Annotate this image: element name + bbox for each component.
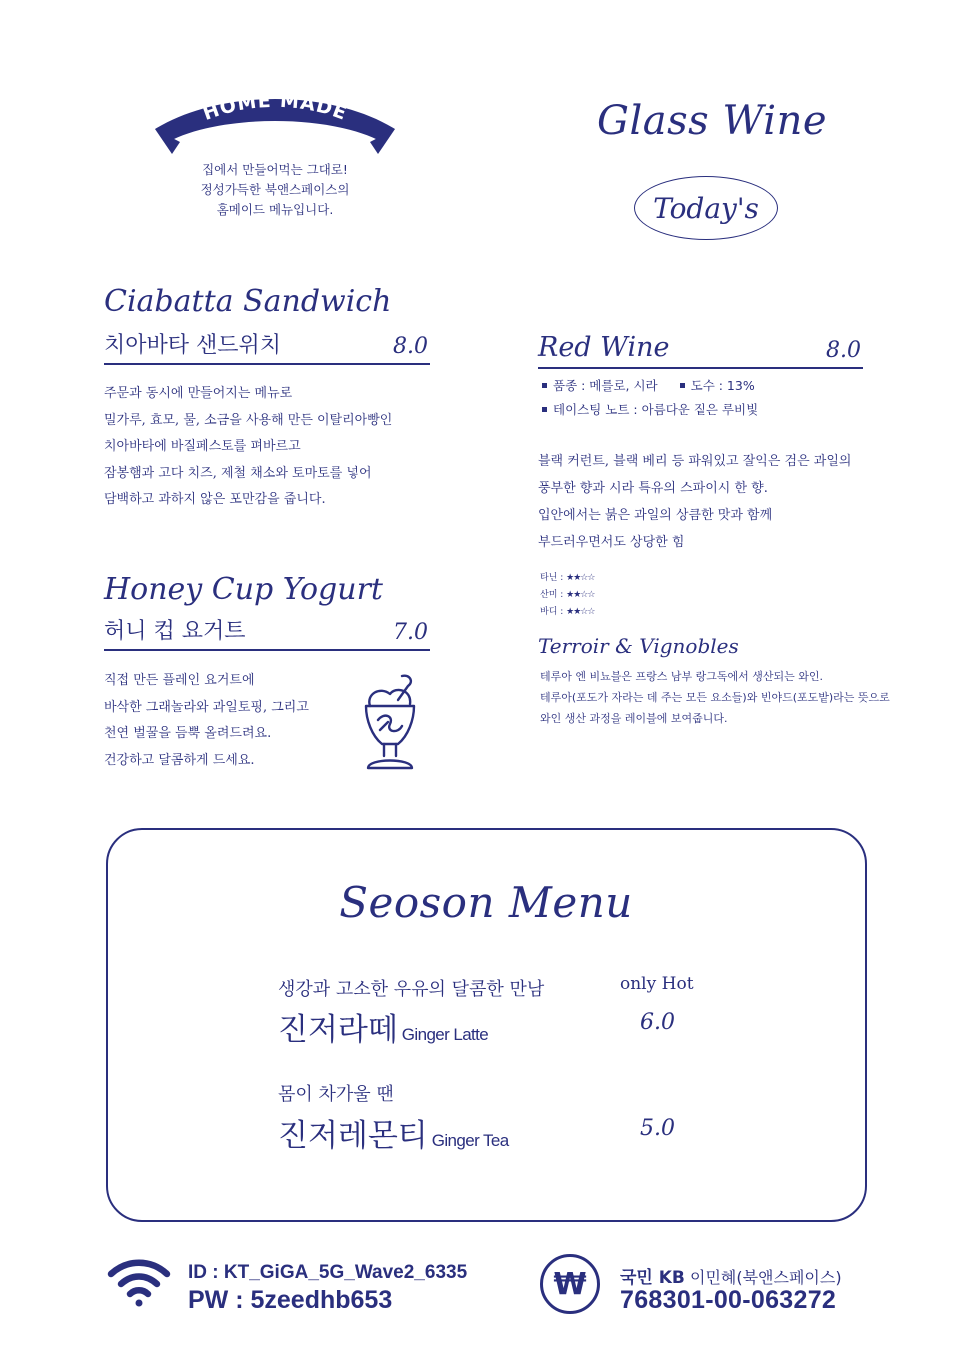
ciabatta-description — [104, 381, 444, 514]
banner-line: 정성가득한 북앤스페이스의 — [200, 182, 350, 197]
banner-line: 집에서 만들어먹는 그대로! — [202, 162, 348, 177]
ciabatta-row — [104, 328, 430, 365]
abv-text: 도수 : 13% — [690, 378, 755, 393]
account-number: 768301-00-063272 — [620, 1286, 837, 1314]
desc-line: 밀가루, 효모, 물, 소금을 사용해 만든 이탈리아빵인 — [104, 412, 393, 428]
banner-label: HOME MADE — [199, 89, 351, 125]
rating-stars: ★★☆☆ — [566, 607, 595, 617]
red-wine-description — [538, 448, 898, 556]
desc-line: 블랙 커런트, 블랙 베리 등 파워있고 잘익은 검은 과일의 — [538, 454, 852, 469]
yogurt-title: Honey Cup Yogurt — [104, 572, 383, 607]
yogurt-korean-name: 허니 컵 요거트 — [104, 619, 246, 644]
rating-label: 산미 : — [540, 590, 567, 600]
wifi-icon — [106, 1256, 172, 1310]
wifi-id: ID : KT_GiGA_5G_Wave2_6335 — [188, 1262, 468, 1283]
only-hot-label: only Hot — [620, 974, 694, 994]
todays-badge: Today's — [634, 176, 778, 240]
rating-label: 바디 : — [540, 607, 567, 617]
rating-label: 타닌 : — [540, 573, 567, 583]
rating-stars: ★★☆☆ — [566, 573, 595, 583]
desc-line: 와인 생산 과정을 레이블에 보여줍니다. — [540, 712, 728, 725]
desc-line: 치아바타에 바질페스토를 펴바르고 — [104, 439, 301, 454]
ginger-tea-price: 5.0 — [640, 1116, 675, 1141]
yogurt-row — [104, 614, 430, 651]
bank-name: 국민 KB — [620, 1268, 685, 1288]
bullet-icon — [542, 407, 547, 412]
yogurt-description — [104, 668, 364, 774]
desc-line: 테루아 엔 비뇨블은 프랑스 남부 랑그독에서 생산되는 와인. — [540, 670, 823, 683]
yogurt-cup-icon — [358, 672, 422, 776]
red-wine-row — [538, 332, 863, 369]
desc-line: 바삭한 그래놀라와 과일토핑, 그리고 — [104, 699, 309, 715]
ginger-latte-name: 진저라떼 — [278, 1012, 398, 1048]
banner-line: 홈메이드 메뉴입니다. — [216, 202, 334, 217]
ginger-tea-english: Ginger Tea — [431, 1131, 509, 1150]
wine-ratings — [540, 570, 594, 621]
ginger-latte-subtitle: 생강과 고소한 우유의 달콤한 만남 — [278, 979, 545, 1000]
desc-line: 주문과 동시에 만들어지는 메뉴로 — [104, 386, 293, 401]
won-icon: ₩ — [540, 1254, 600, 1314]
desc-line: 직접 만든 플레인 요거트에 — [104, 673, 255, 688]
ginger-tea-name-row — [278, 1110, 509, 1155]
desc-line: 건강하고 달콤하게 드세요. — [104, 752, 255, 768]
red-wine-facts — [542, 374, 872, 422]
ciabatta-korean-name: 치아바타 샌드위치 — [104, 333, 282, 358]
ginger-latte-price: 6.0 — [640, 1010, 675, 1035]
wifi-password: PW : 5zeedhb653 — [188, 1286, 393, 1314]
desc-line: 천연 벌꿀을 듬뿍 올려드려요. — [104, 726, 272, 741]
bullet-icon — [680, 383, 685, 388]
red-wine-title: Red Wine — [538, 332, 670, 363]
ciabatta-title: Ciabatta Sandwich — [104, 284, 392, 319]
rating-tannin — [540, 570, 594, 587]
ginger-tea-subtitle: 몸이 차가울 땐 — [278, 1084, 394, 1105]
red-wine-price: 8.0 — [826, 338, 861, 363]
rating-acidity — [540, 587, 594, 604]
desc-line: 담백하고 과하지 않은 포만감을 줍니다. — [104, 492, 326, 507]
desc-line: 테루아(포도가 자라는 데 주는 모든 요소들)와 빈야드(포도밭)라는 뜻으로 — [540, 691, 890, 704]
glass-wine-title: Glass Wine — [597, 98, 827, 144]
terroir-title: Terroir & Vignobles — [538, 634, 739, 658]
rating-body — [540, 604, 594, 621]
desc-line: 풍부한 향과 시라 특유의 스파이시 한 향. — [538, 481, 768, 496]
tasting-text: 테이스팅 노트 : 아름다운 짙은 루비빛 — [553, 402, 759, 417]
account-holder: 이민혜(북앤스페이스) — [684, 1268, 842, 1287]
bullet-icon — [542, 383, 547, 388]
desc-line: 입안에서는 붉은 과일의 상큼한 맛과 함께 — [538, 508, 773, 523]
terroir-description — [540, 666, 910, 729]
home-made-description — [175, 160, 375, 220]
bank-info — [620, 1263, 842, 1288]
ginger-latte-english: Ginger Latte — [401, 1025, 489, 1044]
desc-line: 잠봉햄과 고다 치즈, 제철 채소와 토마토를 넣어 — [104, 465, 372, 481]
yogurt-price: 7.0 — [393, 620, 428, 645]
desc-line: 부드러우면서도 상당한 힘 — [538, 535, 685, 550]
ginger-tea-name: 진저레몬티 — [278, 1118, 428, 1154]
season-menu-title: Seoson Menu — [339, 878, 633, 927]
variety-text: 품종 : 메를로, 시라 — [553, 378, 658, 393]
rating-stars: ★★☆☆ — [566, 590, 595, 600]
ginger-latte-name-row — [278, 1004, 488, 1049]
ciabatta-price: 8.0 — [393, 334, 428, 359]
